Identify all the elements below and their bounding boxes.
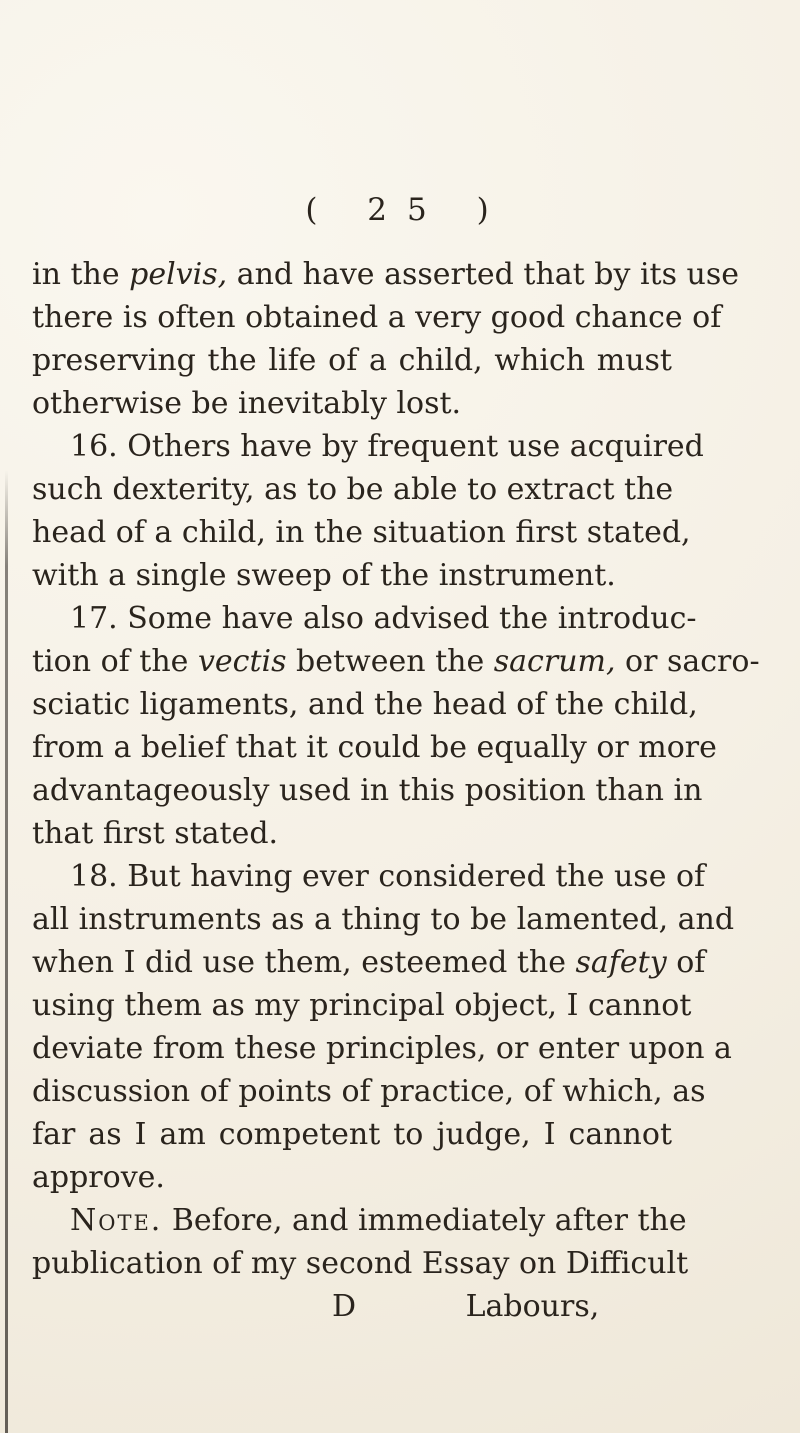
text-line: advantageously used in this position than in [32,773,703,808]
text-line: such dexterity, as to be able to extract the [32,472,674,507]
text-line: all instruments as a thing to be lamented, and [32,902,735,937]
text-line: in the pelvis, and have asserted that by its use [32,257,740,292]
text-line: there is often obtained a very good chance of [32,300,722,335]
footer-line [32,1285,672,1328]
text-line: from a belief that it could be equally or more [32,730,717,765]
text-line: using them as my principal object, I cannot [32,988,692,1023]
note-label: Note. [70,1203,163,1238]
text-line: approve. [32,1160,165,1195]
paragraph-17-start: 17. Some have also advised the introduc- [70,601,697,636]
text-line: preserving the life of a child, which must [32,343,672,378]
signature-mark: D [332,1289,357,1324]
page-number-header: ( 25 ) [305,192,509,228]
paragraph-18-start: 18. But having ever considered the use of [70,859,706,894]
text-line: with a single sweep of the instrument. [32,558,616,593]
paragraph-16-start: 16. Others have by frequent use acquired [70,429,704,464]
text-line: deviate from these principles, or enter upon a [32,1031,732,1066]
text-line: tion of the vectis between the sacrum, or sacro- [32,644,760,679]
body-text [32,253,760,1328]
text-line: publication of my second Essay on Difficult [32,1246,689,1281]
text-line: sciatic ligaments, and the head of the child, [32,687,698,722]
text-line: that first stated. [32,816,279,851]
text-line: head of a child, in the situation first stated, [32,515,691,550]
text-line: far as I am competent to judge, I cannot [32,1117,672,1152]
text-line: otherwise be inevitably lost. [32,386,462,421]
note-start: Note. Before, and immediately after the [70,1203,687,1238]
binding-edge [5,470,8,1433]
text-line: discussion of points of practice, of which, as [32,1074,706,1109]
catchword: Labours, [465,1289,600,1324]
text-line: when I did use them, esteemed the safety of [32,945,706,980]
